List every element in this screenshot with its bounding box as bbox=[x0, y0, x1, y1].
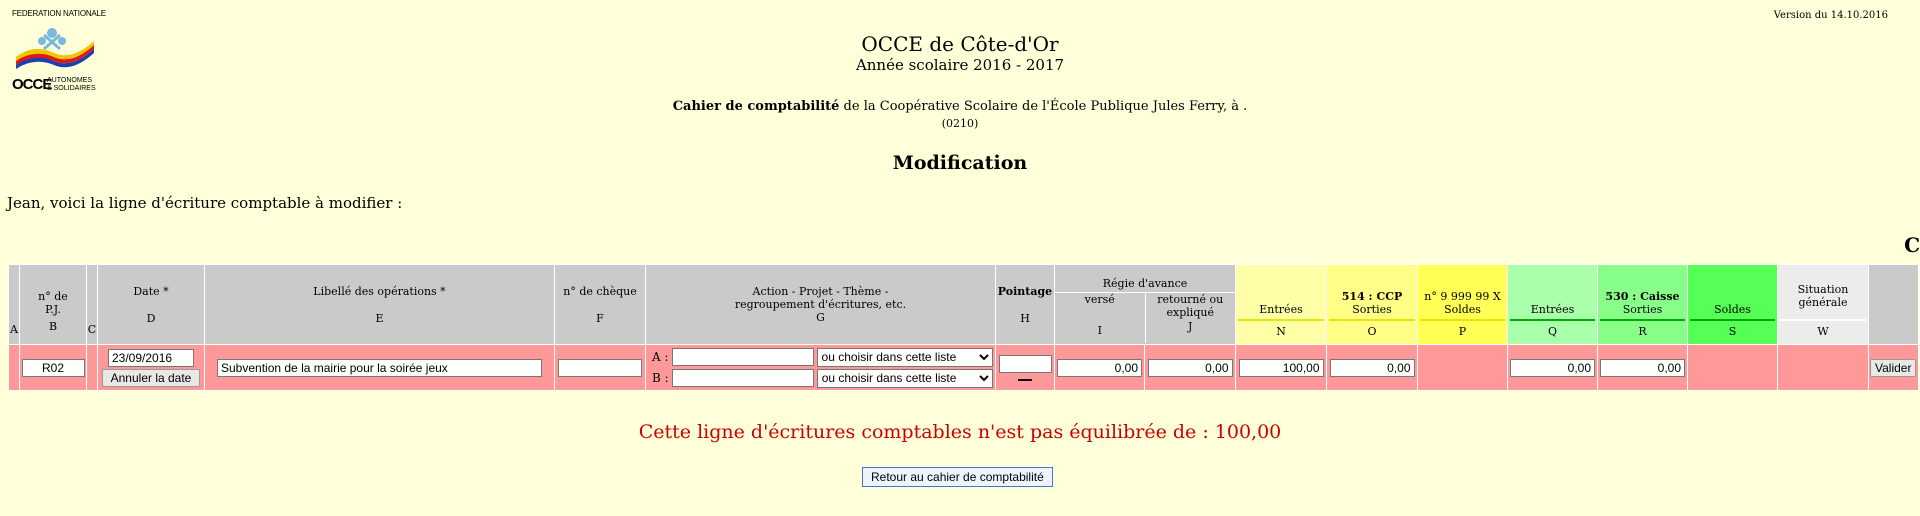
col-s-letter: S bbox=[1728, 325, 1737, 338]
action-a-row bbox=[652, 348, 995, 367]
col-verse-subheader bbox=[1055, 293, 1146, 343]
action-a-label: A : bbox=[652, 350, 669, 364]
cell-cheque bbox=[555, 345, 646, 391]
cell-sorties-r bbox=[1598, 345, 1688, 391]
verse-input[interactable] bbox=[1057, 359, 1142, 377]
col-libelle-header bbox=[205, 265, 555, 345]
col-situation-header bbox=[1778, 265, 1869, 345]
cell-verse bbox=[1055, 345, 1145, 391]
book-title: Cahier de comptabilité bbox=[672, 99, 840, 114]
col-cheque-label: n° de chèque bbox=[563, 284, 637, 298]
col-f-letter: F bbox=[596, 311, 604, 325]
col-situation-label: Situation générale bbox=[1780, 283, 1866, 321]
school-code: (0210) bbox=[941, 117, 979, 130]
col-h-letter: H bbox=[1020, 311, 1030, 325]
entrees-n-input[interactable] bbox=[1239, 359, 1324, 377]
col-soldes-p-header bbox=[1418, 265, 1508, 345]
col-date-label: Date * bbox=[133, 284, 169, 298]
col-soldes-p-label: Soldes bbox=[1420, 303, 1505, 321]
action-a-input[interactable] bbox=[672, 348, 814, 366]
action-b-input[interactable] bbox=[672, 369, 814, 387]
col-entrees-q-header bbox=[1508, 265, 1598, 345]
col-o-letter: O bbox=[1367, 325, 1377, 338]
action-b-select[interactable] bbox=[817, 369, 993, 388]
col-regie-label: Régie d'avance bbox=[1055, 267, 1235, 293]
entry-table bbox=[8, 264, 1919, 391]
logo-occe-text: OCCE bbox=[12, 76, 52, 93]
cell-sorties-o bbox=[1327, 345, 1418, 391]
col-g-letter: G bbox=[816, 311, 825, 324]
col-e-letter: E bbox=[375, 311, 384, 325]
col-soldes-s-header bbox=[1688, 265, 1778, 345]
col-entrees-n-header bbox=[1236, 265, 1327, 345]
cell-retourne bbox=[1145, 345, 1236, 391]
col-entrees-q-label: Entrées bbox=[1510, 303, 1595, 321]
action-b-label: B : bbox=[652, 371, 669, 385]
col-action-label2: regroupement d'écritures, etc. bbox=[734, 298, 907, 311]
cheque-input[interactable] bbox=[558, 359, 642, 377]
col-a-header bbox=[9, 265, 20, 345]
col-compte-number: n° 9 999 99 X bbox=[1424, 290, 1501, 303]
col-n-letter: N bbox=[1276, 325, 1286, 338]
cell-soldes-p bbox=[1418, 345, 1508, 391]
action-b-row bbox=[652, 369, 995, 388]
logo-federation-text: FEDERATION NATIONALE bbox=[12, 9, 106, 18]
col-pointage-label: Pointage bbox=[997, 284, 1053, 298]
col-action-label: Action - Projet - Thème - bbox=[752, 285, 889, 298]
balance-error-message: Cette ligne d'écritures comptables n'est pas équilibrée de : 100,00 bbox=[638, 421, 1282, 443]
cell-c bbox=[87, 345, 98, 391]
annuler-date-button[interactable]: Annuler la date bbox=[102, 369, 201, 387]
col-libelle-label: Libellé des opérations * bbox=[313, 284, 446, 298]
col-retourne-label: retourné ou expliqué bbox=[1157, 292, 1224, 319]
cell-pointage bbox=[996, 345, 1055, 391]
col-ccp-header bbox=[1327, 265, 1418, 345]
cell-soldes-s bbox=[1688, 345, 1778, 391]
edge-letter: C bbox=[1904, 233, 1920, 257]
col-cheque-header bbox=[555, 265, 646, 345]
col-p-letter: P bbox=[1458, 325, 1467, 338]
cell-libelle bbox=[205, 345, 555, 391]
version-label: Version du 14.10.2016 bbox=[1773, 10, 1888, 21]
libelle-input[interactable] bbox=[217, 359, 542, 377]
cell-pj bbox=[20, 345, 87, 391]
table-row bbox=[9, 345, 1919, 391]
sorties-r-input[interactable] bbox=[1600, 359, 1685, 377]
intro-text: Jean, voici la ligne d'écriture comptable à modifier : bbox=[7, 194, 403, 212]
col-pj-label: n° de P.J. bbox=[38, 290, 68, 316]
sorties-o-input[interactable] bbox=[1330, 359, 1415, 377]
cell-situation bbox=[1778, 345, 1869, 391]
logo-tagline-line2: & SOLIDAIRES bbox=[47, 85, 96, 92]
retour-button[interactable]: Retour au cahier de comptabilité bbox=[862, 467, 1053, 487]
retourne-input[interactable] bbox=[1148, 359, 1233, 377]
cell-entrees-n bbox=[1236, 345, 1327, 391]
date-input[interactable] bbox=[108, 349, 194, 367]
entrees-q-input[interactable] bbox=[1510, 359, 1595, 377]
cell-date bbox=[98, 345, 205, 391]
pointage-input[interactable] bbox=[999, 355, 1052, 373]
logo-tagline-line1: AUTONOMES bbox=[47, 77, 92, 84]
book-subtitle: de la Coopérative Scolaire de l'École Publique Jules Ferry, à . bbox=[839, 99, 1248, 114]
cell-action bbox=[646, 345, 996, 391]
col-verse-label: versé bbox=[1084, 292, 1115, 306]
action-a-select[interactable] bbox=[817, 348, 993, 367]
col-sorties-o-label: Sorties bbox=[1329, 303, 1415, 321]
col-c-header bbox=[87, 265, 98, 345]
col-sorties-r-label: Sorties bbox=[1600, 303, 1685, 321]
col-caisse-header bbox=[1598, 265, 1688, 345]
table-header-row bbox=[9, 265, 1919, 345]
col-q-letter: Q bbox=[1547, 325, 1558, 338]
logo-tagline bbox=[47, 77, 96, 93]
col-entrees-n-label: Entrées bbox=[1238, 303, 1324, 321]
cell-a bbox=[9, 345, 20, 391]
school-year: Année scolaire 2016 - 2017 bbox=[855, 56, 1065, 74]
col-caisse-title: 530 : Caisse bbox=[1605, 290, 1680, 303]
col-b-letter: B bbox=[48, 320, 58, 333]
col-a-letter: A bbox=[10, 323, 18, 336]
pointage-mark bbox=[1018, 379, 1032, 381]
cell-entrees-q bbox=[1508, 345, 1598, 391]
col-d-letter: D bbox=[146, 311, 156, 325]
col-pj-header bbox=[20, 265, 87, 345]
book-description bbox=[0, 99, 1920, 114]
col-w-letter: W bbox=[1817, 325, 1829, 338]
col-retourne-subheader bbox=[1146, 293, 1236, 343]
col-action-header bbox=[646, 265, 996, 345]
col-actions-header bbox=[1869, 265, 1919, 345]
col-i-letter: I bbox=[1097, 323, 1102, 337]
col-pointage-header bbox=[996, 265, 1055, 345]
col-ccp-title: 514 : CCP bbox=[1341, 290, 1403, 303]
col-regie-header bbox=[1055, 265, 1236, 345]
pj-input[interactable] bbox=[22, 359, 85, 377]
col-date-header bbox=[98, 265, 205, 345]
col-j-letter: J bbox=[1188, 319, 1193, 333]
cell-actions bbox=[1869, 345, 1919, 391]
col-soldes-s-label: Soldes bbox=[1690, 303, 1775, 321]
org-title: OCCE de Côte-d'Or bbox=[861, 32, 1059, 56]
col-c-letter: C bbox=[87, 323, 97, 336]
col-regie-subheaders bbox=[1055, 293, 1235, 343]
col-r-letter: R bbox=[1638, 325, 1647, 338]
page-title: Modification bbox=[892, 152, 1028, 174]
valider-button[interactable]: Valider bbox=[1870, 359, 1916, 377]
